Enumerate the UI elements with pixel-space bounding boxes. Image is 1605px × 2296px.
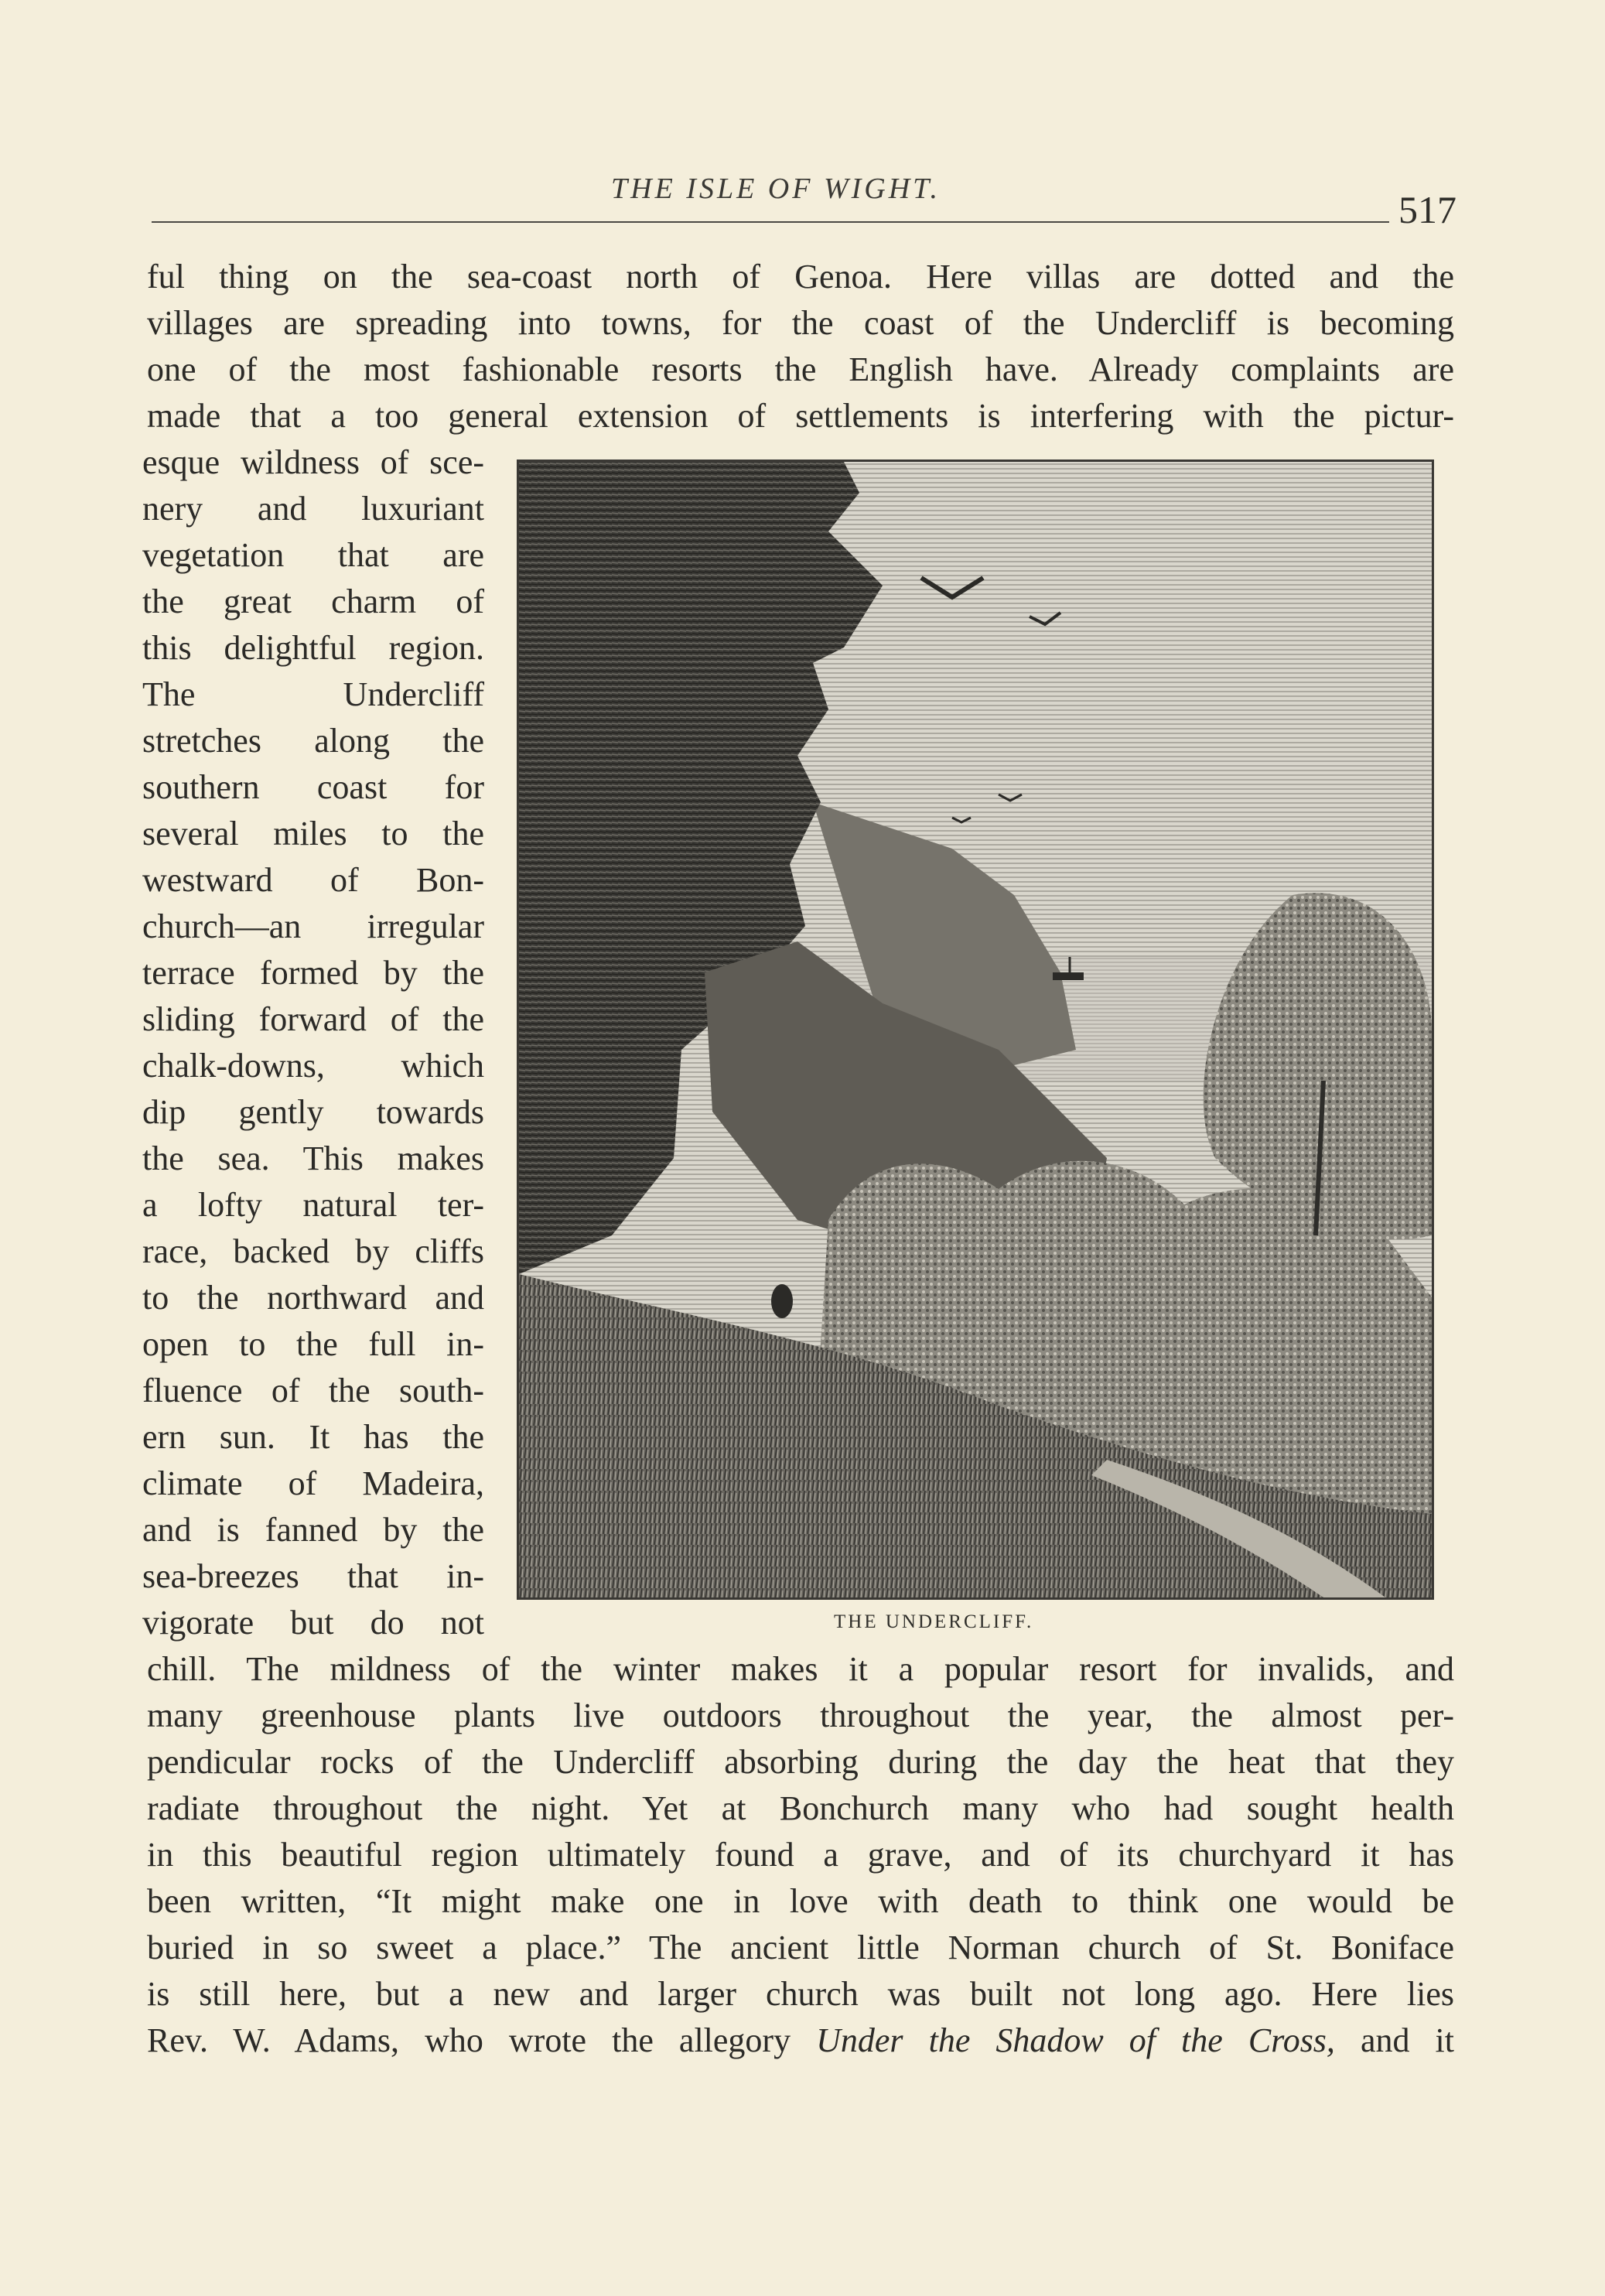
column-line: ern sun. It has the bbox=[142, 1418, 484, 1456]
column-line: sliding forward of the bbox=[142, 1000, 484, 1038]
column-line: open to the full in- bbox=[142, 1325, 484, 1363]
text-line: is still here, but a new and larger church was built not long ago. Here lies bbox=[147, 1975, 1454, 2013]
column-line: church—an irregular bbox=[142, 907, 484, 945]
column-line: dip gently towards bbox=[142, 1093, 484, 1131]
text-segment: Rev. W. Adams, who wrote the allegory bbox=[147, 2021, 817, 2059]
text-line: one of the most fashionable resorts the English have. Already complaints are bbox=[147, 350, 1454, 388]
text-line: radiate throughout the night. Yet at Bonchurch many who had sought health bbox=[147, 1789, 1454, 1827]
header-rule bbox=[152, 221, 1389, 223]
column-line: The Undercliff bbox=[142, 675, 484, 713]
column-line: esque wildness of sce- bbox=[142, 443, 484, 481]
column-line: and is fanned by the bbox=[142, 1511, 484, 1549]
column-line: southern coast for bbox=[142, 768, 484, 806]
figure-caption: THE UNDERCLIFF. bbox=[834, 1611, 1034, 1632]
text-line-final bbox=[147, 2019, 1454, 2062]
column-line: race, backed by cliffs bbox=[142, 1232, 484, 1270]
column-line: a lofty natural ter- bbox=[142, 1186, 484, 1224]
column-line: sea-breezes that in- bbox=[142, 1557, 484, 1595]
text-line: chill. The mildness of the winter makes it a popular resort for invalids, and bbox=[147, 1650, 1454, 1688]
column-line: fluence of the south- bbox=[142, 1372, 484, 1409]
column-line: stretches along the bbox=[142, 722, 484, 760]
column-line: climate of Madeira, bbox=[142, 1464, 484, 1502]
column-line: chalk-downs, which bbox=[142, 1047, 484, 1085]
column-line: westward of Bon- bbox=[142, 861, 484, 899]
figure-engraving bbox=[517, 460, 1434, 1600]
column-line: the great charm of bbox=[142, 583, 484, 620]
column-line: several miles to the bbox=[142, 815, 484, 852]
page-number: 517 bbox=[1398, 188, 1456, 231]
column-line: nery and luxuriant bbox=[142, 490, 484, 528]
text-segment: and it bbox=[1334, 2021, 1455, 2059]
column-line: to the northward and bbox=[142, 1279, 484, 1317]
column-line: vegetation that are bbox=[142, 536, 484, 574]
text-line: many greenhouse plants live outdoors throughout the year, the almost per- bbox=[147, 1696, 1454, 1734]
text-line: made that a too general extension of settlements is interfering with the pictur- bbox=[147, 397, 1454, 435]
column-line: terrace formed by the bbox=[142, 954, 484, 992]
running-head: THE ISLE OF WIGHT. bbox=[611, 173, 941, 205]
text-line: in this beautiful region ultimately found a grave, and of its churchyard it has bbox=[147, 1836, 1454, 1874]
text-line: buried in so sweet a place.” The ancient little Norman church of St. Boniface bbox=[147, 1929, 1454, 1966]
column-line: this delightful region. bbox=[142, 629, 484, 667]
text-line: pendicular rocks of the Undercliff absorbing during the day the heat that they bbox=[147, 1743, 1454, 1781]
column-line: the sea. This makes bbox=[142, 1139, 484, 1177]
book-title-italic: Under the Shadow of the Cross, bbox=[816, 2021, 1335, 2059]
text-line: been written, “It might make one in love with death to think one would be bbox=[147, 1882, 1454, 1920]
column-line: vigorate but do not bbox=[142, 1604, 484, 1642]
text-line: ful thing on the sea-coast north of Genoa. Here villas are dotted and the bbox=[147, 258, 1454, 296]
text-line: villages are spreading into towns, for the coast of the Undercliff is becoming bbox=[147, 304, 1454, 342]
